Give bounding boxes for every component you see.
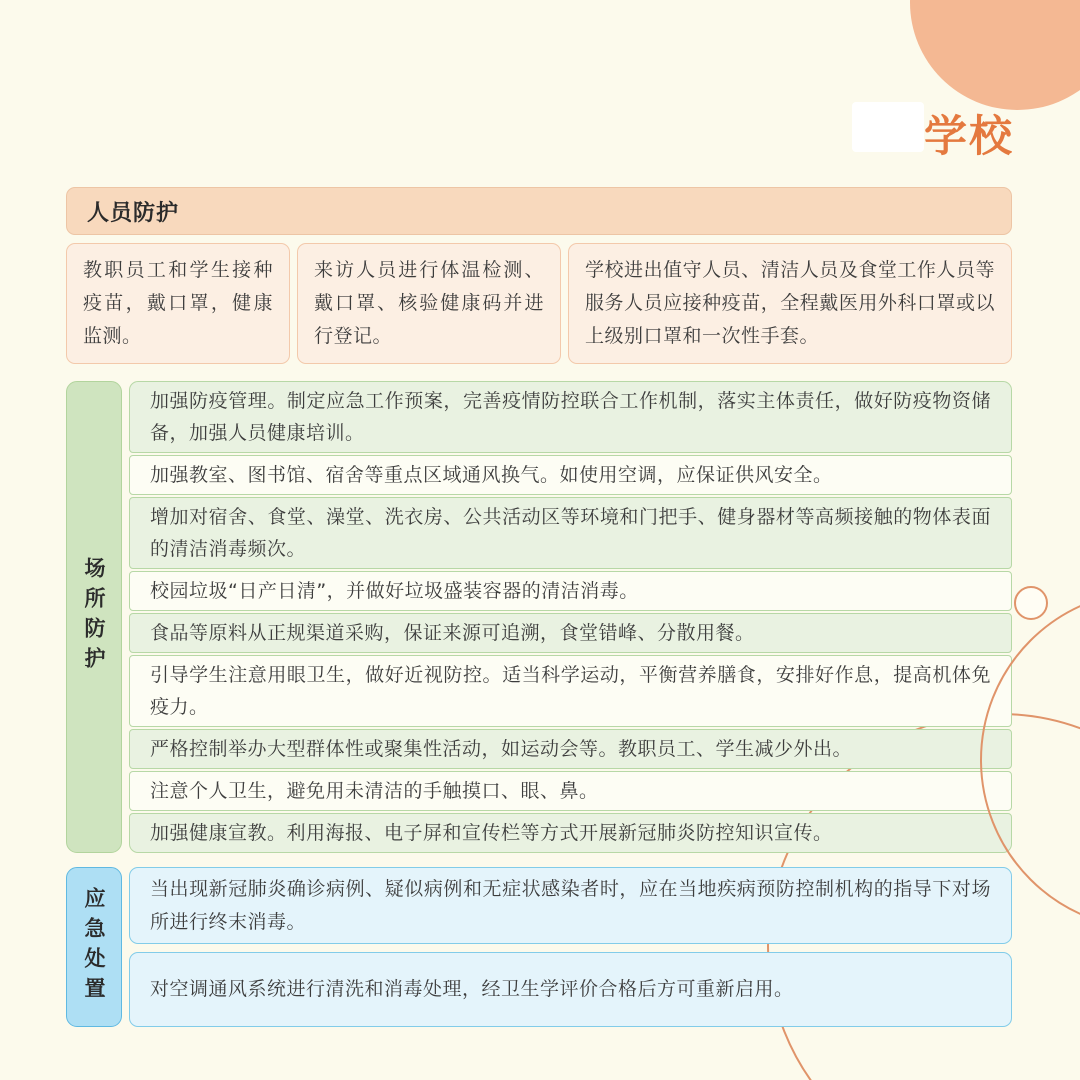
venue-row <box>129 497 1012 569</box>
emergency-box-ventilation <box>129 952 1012 1027</box>
venue-row-text: 食品等原料从正规渠道采购，保证来源可追溯，食堂错峰、分散用餐。 <box>150 622 755 644</box>
venue-row <box>129 455 1012 495</box>
content-column <box>66 187 1012 1027</box>
venue-row-text: 加强教室、图书馆、宿舍等重点区域通风换气。如使用空调，应保证供风安全。 <box>150 464 833 486</box>
section-emergency <box>66 867 1012 1027</box>
emergency-box-text: 当出现新冠肺炎确诊病例、疑似病例和无症状感染者时，应在当地疾病预防控制机构的指导下对场所进行终末消毒。 <box>150 877 991 933</box>
personnel-section-header: 人员防护 <box>66 187 1012 235</box>
venue-row <box>129 655 1012 727</box>
emergency-sidebar-label: 应急处置 <box>82 887 106 1007</box>
section-personnel <box>66 187 1012 364</box>
personnel-box-text: 来访人员进行体温检测、戴口罩、核验健康码并进行登记。 <box>314 259 544 347</box>
personnel-box-text: 学校进出值守人员、清洁人员及食堂工作人员等服务人员应接种疫苗，全程戴医用外科口罩或以上级别口罩和一次性手套。 <box>585 259 995 347</box>
personnel-box-service-staff <box>568 243 1012 364</box>
venue-row <box>129 381 1012 453</box>
venue-sidebar <box>66 381 122 853</box>
personnel-box-visitors <box>297 243 561 364</box>
venue-sidebar-label: 场所防护 <box>82 557 106 677</box>
venue-row <box>129 613 1012 653</box>
personnel-box-staff-students <box>66 243 290 364</box>
venue-row-text: 严格控制举办大型群体性或聚集性活动，如运动会等。教职员工、学生减少外出。 <box>150 738 853 760</box>
venue-row <box>129 729 1012 769</box>
peach-circle-decoration <box>910 0 1080 110</box>
venue-row-text: 引导学生注意用眼卫生，做好近视防控。适当科学运动，平衡营养膳食，安排好作息，提高机体免疫力。 <box>150 664 991 718</box>
personnel-boxes <box>66 243 1012 364</box>
emergency-box-disinfection <box>129 867 1012 944</box>
venue-row <box>129 813 1012 853</box>
venue-row-text: 校园垃圾“日产日清”，并做好垃圾盛装容器的清洁消毒。 <box>150 580 639 602</box>
venue-row <box>129 571 1012 611</box>
venue-rows <box>129 381 1012 853</box>
venue-row-text: 加强防疫管理。制定应急工作预案，完善疫情防控联合工作机制，落实主体责任，做好防疫物资储备，加强人员健康培训。 <box>150 390 991 444</box>
venue-row-text: 加强健康宣教。利用海报、电子屏和宣传栏等方式开展新冠肺炎防控知识宣传。 <box>150 822 833 844</box>
white-patch <box>852 102 924 152</box>
small-circle-decoration <box>1014 586 1048 620</box>
section-venue <box>66 381 1012 853</box>
venue-row <box>129 771 1012 811</box>
personnel-box-text: 教职员工和学生接种疫苗，戴口罩，健康监测。 <box>83 259 273 347</box>
emergency-boxes <box>129 867 1012 1027</box>
venue-row-text: 注意个人卫生，避免用未清洁的手触摸口、眼、鼻。 <box>150 780 599 802</box>
venue-row-text: 增加对宿舍、食堂、澡堂、洗衣房、公共活动区等环境和门把手、健身器材等高频接触的物体表面的清洁消毒频次。 <box>150 506 991 560</box>
page-title: 学校 <box>924 112 1014 162</box>
emergency-sidebar <box>66 867 122 1027</box>
emergency-box-text: 对空调通风系统进行清洗和消毒处理，经卫生学评价合格后方可重新启用。 <box>150 978 794 1000</box>
